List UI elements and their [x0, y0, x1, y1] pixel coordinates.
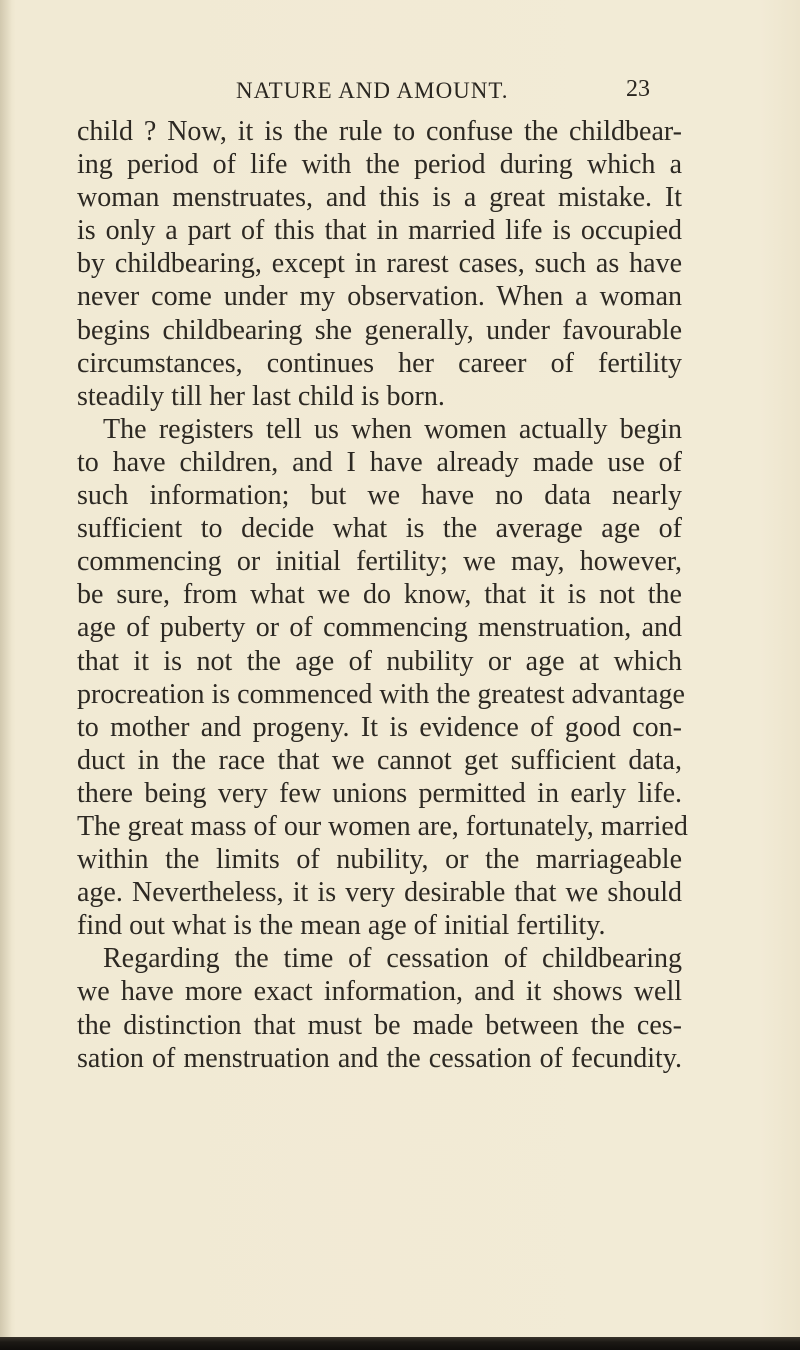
text-line: The registers tell us when women actually begin: [103, 413, 682, 445]
text-line: to have children, and I have already made use of: [77, 446, 682, 478]
text-line: find out what is the mean age of initial fertility.: [77, 910, 606, 942]
text-line: never come under my observation. When a woman: [77, 281, 682, 313]
text-line: age of puberty or of commencing menstruation, and: [77, 612, 682, 644]
text-line: be sure, from what we do know, that it is not the: [77, 579, 682, 611]
text-line: we have more exact information, and it shows well: [77, 976, 682, 1008]
text-line: commencing or initial fertility; we may, however,: [77, 546, 682, 578]
text-line: to mother and progeny. It is evidence of good con-: [77, 711, 682, 743]
bottom-edge-shadow: [0, 1337, 800, 1350]
body-text: [77, 115, 688, 1075]
text-line: Regarding the time of cessation of childbearing: [103, 943, 682, 975]
text-line: the distinction that must be made between the ces-: [77, 1009, 682, 1041]
text-line: child ? Now, it is the rule to confuse the childbear-: [77, 116, 682, 147]
text-line: steadily till her last child is born.: [77, 380, 445, 412]
text-line: begins childbearing she generally, under favourable: [77, 314, 682, 346]
page-gutter-shadow: [0, 0, 12, 1350]
text-line: sation of menstruation and the cessation of fecundity.: [77, 1042, 682, 1074]
text-line: sufficient to decide what is the average age of: [77, 513, 682, 545]
text-line: procreation is commenced with the greatest advantage: [77, 678, 685, 710]
text-line: such information; but we have no data nearly: [77, 480, 682, 512]
text-line: duct in the race that we cannot get sufficient data,: [77, 744, 682, 776]
text-line: that it is not the age of nubility or age at which: [77, 645, 682, 677]
text-line: The great mass of our women are, fortunately, married: [77, 810, 688, 842]
text-line: there being very few unions permitted in early life.: [77, 777, 682, 809]
text-line: age. Nevertheless, it is very desirable that we should: [77, 877, 682, 909]
text-line: circumstances, continues her career of fertility: [77, 347, 682, 379]
text-line: within the limits of nubility, or the marriageable: [77, 844, 682, 876]
text-line: by childbearing, except in rarest cases, such as have: [77, 248, 682, 280]
page-number: 23: [626, 76, 650, 102]
text-line: is only a part of this that in married life is occupied: [77, 215, 682, 247]
running-head: NATURE AND AMOUNT.: [236, 78, 509, 103]
text-line: woman menstruates, and this is a great mistake. It: [77, 182, 682, 214]
text-line: ing period of life with the period during which a: [77, 149, 682, 181]
